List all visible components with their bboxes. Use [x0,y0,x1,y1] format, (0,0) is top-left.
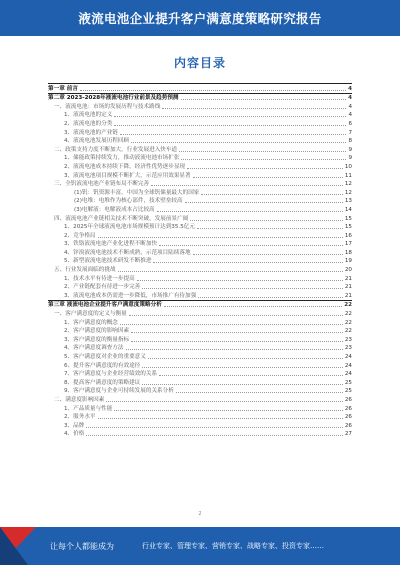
report-header [0,0,400,36]
toc-entry-page: 22 [344,302,352,309]
toc-entry[interactable] [48,231,352,240]
toc-entry-title: 1、2025年全球液流电池市场规模预计达到35.5亿元 [64,224,195,231]
toc-entry-page: 14 [344,206,352,213]
footer-dark-accent [0,527,28,565]
toc-entry[interactable] [48,283,352,292]
toc-entry-page: 24 [344,362,352,369]
toc-entry-title: 2、液流电池的分类 [64,120,113,127]
toc-entry-title: 3、液流电池的产业链 [64,129,118,136]
toc-entry[interactable] [48,119,352,128]
toc-entry-title: (1)钒：钒资源丰富，中国为全球钒储量最大的国家 [74,189,200,196]
toc-entry[interactable] [48,265,352,274]
toc-leader-dots [193,253,343,255]
toc-leader-dots [114,124,346,126]
toc-entry[interactable] [48,257,352,266]
toc-entry-page: 8 [348,138,352,145]
toc-entry-title: 9、客户满意度与企业可持续发展的关系分析 [64,388,174,395]
toc-entry[interactable] [48,145,352,154]
toc-leader-dots [157,210,343,212]
toc-leader-dots [120,133,347,135]
toc-leader-dots [131,141,346,143]
toc-entry-page: 15 [344,224,352,231]
toc-entry-page: 25 [344,379,352,386]
toc-entry-page: 26 [344,396,352,403]
toc-leader-dots [137,279,343,281]
toc-entry-page: 18 [344,249,352,256]
toc-entry-page: 12 [344,181,352,188]
toc-entry-title: 2、服务水平 [64,414,96,421]
toc-leader-dots [142,366,343,368]
toc-entry[interactable] [48,430,352,439]
toc-heading: 内容目录 [173,56,226,70]
toc-entry-title: 3、品牌 [64,422,85,429]
toc-leader-dots [126,348,343,350]
toc-entry-title: 3、铁铬液流电池产业化进程不断加快 [64,241,158,248]
toc-entry-page: 4 [348,112,352,119]
toc-entry-page: 4 [348,95,352,102]
toc-entry-page: 10 [344,163,352,170]
toc-entry-page: 23 [344,345,352,352]
toc-entry[interactable] [48,197,352,206]
toc-entry[interactable] [48,395,352,404]
toc-entry[interactable] [48,240,352,249]
toc-entry-page: 27 [344,431,352,438]
toc-entry-page: 20 [344,267,352,274]
toc-entry-page: 22 [344,328,352,335]
toc-entry-title: 6、提升客户满意度的有效途径 [64,362,141,369]
toc-leader-dots [179,150,346,152]
toc-leader-dots [80,89,346,91]
toc-entry[interactable] [48,352,352,361]
toc-entry-title: 5、新型液流电池技术研发不断推进 [64,258,152,265]
toc-entry-title: 第一章 前言 [48,85,78,92]
footer-roles: 行业专家、管理专家、营销专家、战略专家、投资专家…… [142,542,324,550]
toc-entry-title: 2、竞争格局 [64,232,96,239]
toc-leader-dots [159,374,343,376]
toc-entry-page: 22 [344,311,352,318]
toc-entry-title: 1、技术水平有待进一步提高 [64,275,135,282]
toc-entry[interactable] [48,128,352,137]
toc-entry-title: 一、液流电池：市场的发展历程与技术路线 [54,103,161,110]
toc-entry[interactable] [48,335,352,344]
toc-leader-dots [129,314,343,316]
toc-entry[interactable] [48,344,352,353]
toc-leader-dots [114,409,343,411]
toc-entry[interactable] [48,327,352,336]
toc-leader-dots [181,158,346,160]
toc-leader-dots [86,426,343,428]
toc-entry[interactable] [48,370,352,379]
toc-entry-title: 3、液流电池项目规模不断扩大，示范应用效果显著 [64,172,191,179]
toc-entry-title: 一、客户满意度的定义与衡量 [54,311,127,318]
toc-entry-title: 4、客户满意度调查方法 [64,345,124,352]
toc-entry[interactable] [48,162,352,171]
toc-entry-title: 1、产品质量与性能 [64,405,113,412]
toc-leader-dots [159,244,343,246]
toc-entry-page: 12 [344,189,352,196]
toc-leader-dots [131,340,343,342]
toc-leader-dots [98,236,343,238]
toc-entry[interactable] [48,274,352,283]
toc-entry-title: 第三章 液流电池企业提升客户满意度策略分析 [48,302,162,309]
toc-leader-dots [120,323,343,325]
toc-entry-page: 26 [344,422,352,429]
toc-entry[interactable] [48,83,352,93]
toc-entry-page: 11 [344,172,352,179]
toc-entry-page: 24 [344,371,352,378]
toc-entry-page: 21 [344,275,352,282]
toc-entry-page: 22 [344,319,352,326]
toc-entry[interactable] [48,93,352,103]
toc-entry[interactable] [48,205,352,214]
toc-entry[interactable] [48,214,352,223]
toc-entry[interactable] [48,188,352,197]
toc-entry-page: 4 [348,85,352,92]
toc-entry-page: 26 [344,405,352,412]
toc-entry[interactable] [48,137,352,146]
toc-leader-dots [153,261,342,263]
toc-entry-title: 8、提高客户满意度的策略建议 [64,379,141,386]
toc-leader-dots [190,219,343,221]
toc-leader-dots [193,176,343,178]
toc-entry-page: 9 [348,155,352,162]
toc-entry[interactable] [48,111,352,120]
toc-entry-title: 3、客户满意度的衡量指标 [64,336,130,343]
toc-entry[interactable] [48,413,352,422]
footer-slogan: 让每个人都能成为 [50,542,114,551]
toc-leader-dots [86,434,343,436]
toc-entry-title: 3、液流电池成本仍需进一步降低，市场推广有待加强 [64,292,197,299]
toc-entry[interactable] [48,180,352,189]
toc-entry-title: (3)电解液：电解液成本占比较高 [74,206,155,213]
toc-entry-page: 9 [348,146,352,153]
toc-entry-title: 7、客户满意度与企业经营绩效的关系 [64,371,158,378]
toc-entry-title: 二、满意度影响因素 [54,396,105,403]
toc-entry-title: 1、液流电池的定义 [64,112,113,119]
toc-leader-dots [106,400,343,402]
report-title: 液流电池企业提升客户满意度策略研究报告 [78,11,322,26]
toc-leader-dots [98,417,343,419]
toc-entry-page: 19 [344,258,352,265]
toc-entry-title: (2)电堆：电堆作为核心部件，技术壁垒较高 [74,198,183,205]
toc-entry-title: 三、全钒液流电池产业链布局不断完善 [54,181,150,188]
toc-leader-dots [176,391,343,393]
toc-entry-page: 24 [344,354,352,360]
toc-entry[interactable] [48,300,352,310]
toc-entry[interactable] [48,102,352,111]
toc-entry[interactable] [48,318,352,327]
toc-entry-title: 4、锌溴液流电池技术不断成熟，示范项目陆续落地 [64,249,191,256]
toc-leader-dots [114,115,346,117]
toc-entry[interactable] [48,378,352,387]
toc-leader-dots [164,305,342,307]
toc-entry[interactable] [48,248,352,257]
toc-leader-dots [142,383,343,385]
toc-leader-dots [142,287,343,289]
toc-entry[interactable] [48,291,352,300]
toc-entry-page: 21 [344,292,352,299]
toc-entry-title: 五、行业发展面临的挑战 [54,267,116,274]
toc-entry[interactable] [48,387,352,396]
toc-entry-title: 2、客户满意度的影响因素 [64,328,130,335]
toc-entry-page: 7 [348,129,352,136]
toc-entry-title: 二、政策支持力度不断加大，行业发展进入快车道 [54,146,178,153]
toc-entry[interactable] [48,361,352,370]
toc-entry[interactable] [48,421,352,430]
toc-entry-page: 16 [344,232,352,239]
toc-entry[interactable] [48,404,352,413]
toc-entry-title: 4、液流电池发展历程回顾 [64,138,130,145]
toc-entry-title: 2、液流电池成本持续下降，经济性优势逐步显现 [64,163,186,170]
toc-entry-title: 4、价格 [64,431,85,438]
toc-entry-page: 15 [344,215,352,222]
toc-leader-dots [187,167,343,169]
toc-leader-dots [181,98,347,100]
table-of-contents [48,83,352,438]
toc-entry-title: 5、客户满意度对企业的重要意义 [64,354,146,360]
toc-leader-dots [197,227,343,229]
toc-entry[interactable] [48,223,352,232]
toc-entry-title: 1、客户满意度的概念 [64,319,118,326]
toc-entry-page: 25 [344,388,352,395]
toc-entry-title: 第二章 2023-2028年液流电池行业前景及趋势预测 [48,95,179,102]
toc-entry-page: 21 [344,284,352,291]
toc-entry-page: 13 [344,198,352,205]
toc-leader-dots [198,296,343,298]
toc-leader-dots [185,201,343,203]
toc-entry-title: 1、储能政策持续发力，推动液流电池市场扩张 [64,155,180,162]
toc-leader-dots [131,331,343,333]
toc-leader-dots [162,107,346,109]
toc-entry[interactable] [48,309,352,318]
toc-leader-dots [118,270,343,272]
page-number: 2 [198,511,202,517]
toc-entry-page: 17 [344,241,352,248]
toc-entry-title: 四、液流电池产业链相关技术不断突破，发展前景广阔 [54,215,189,222]
toc-entry-page: 26 [344,414,352,421]
toc-leader-dots [151,184,343,186]
toc-entry-page: 6 [348,120,352,127]
toc-leader-dots [201,193,342,195]
toc-entry[interactable] [48,154,352,163]
footer-banner [0,527,400,565]
toc-entry-page: 23 [344,336,352,343]
toc-leader-dots [148,357,343,359]
toc-entry-page: 4 [348,103,352,110]
toc-entry-title: 2、产业链配套有待进一步完善 [64,284,141,291]
toc-entry[interactable] [48,171,352,180]
